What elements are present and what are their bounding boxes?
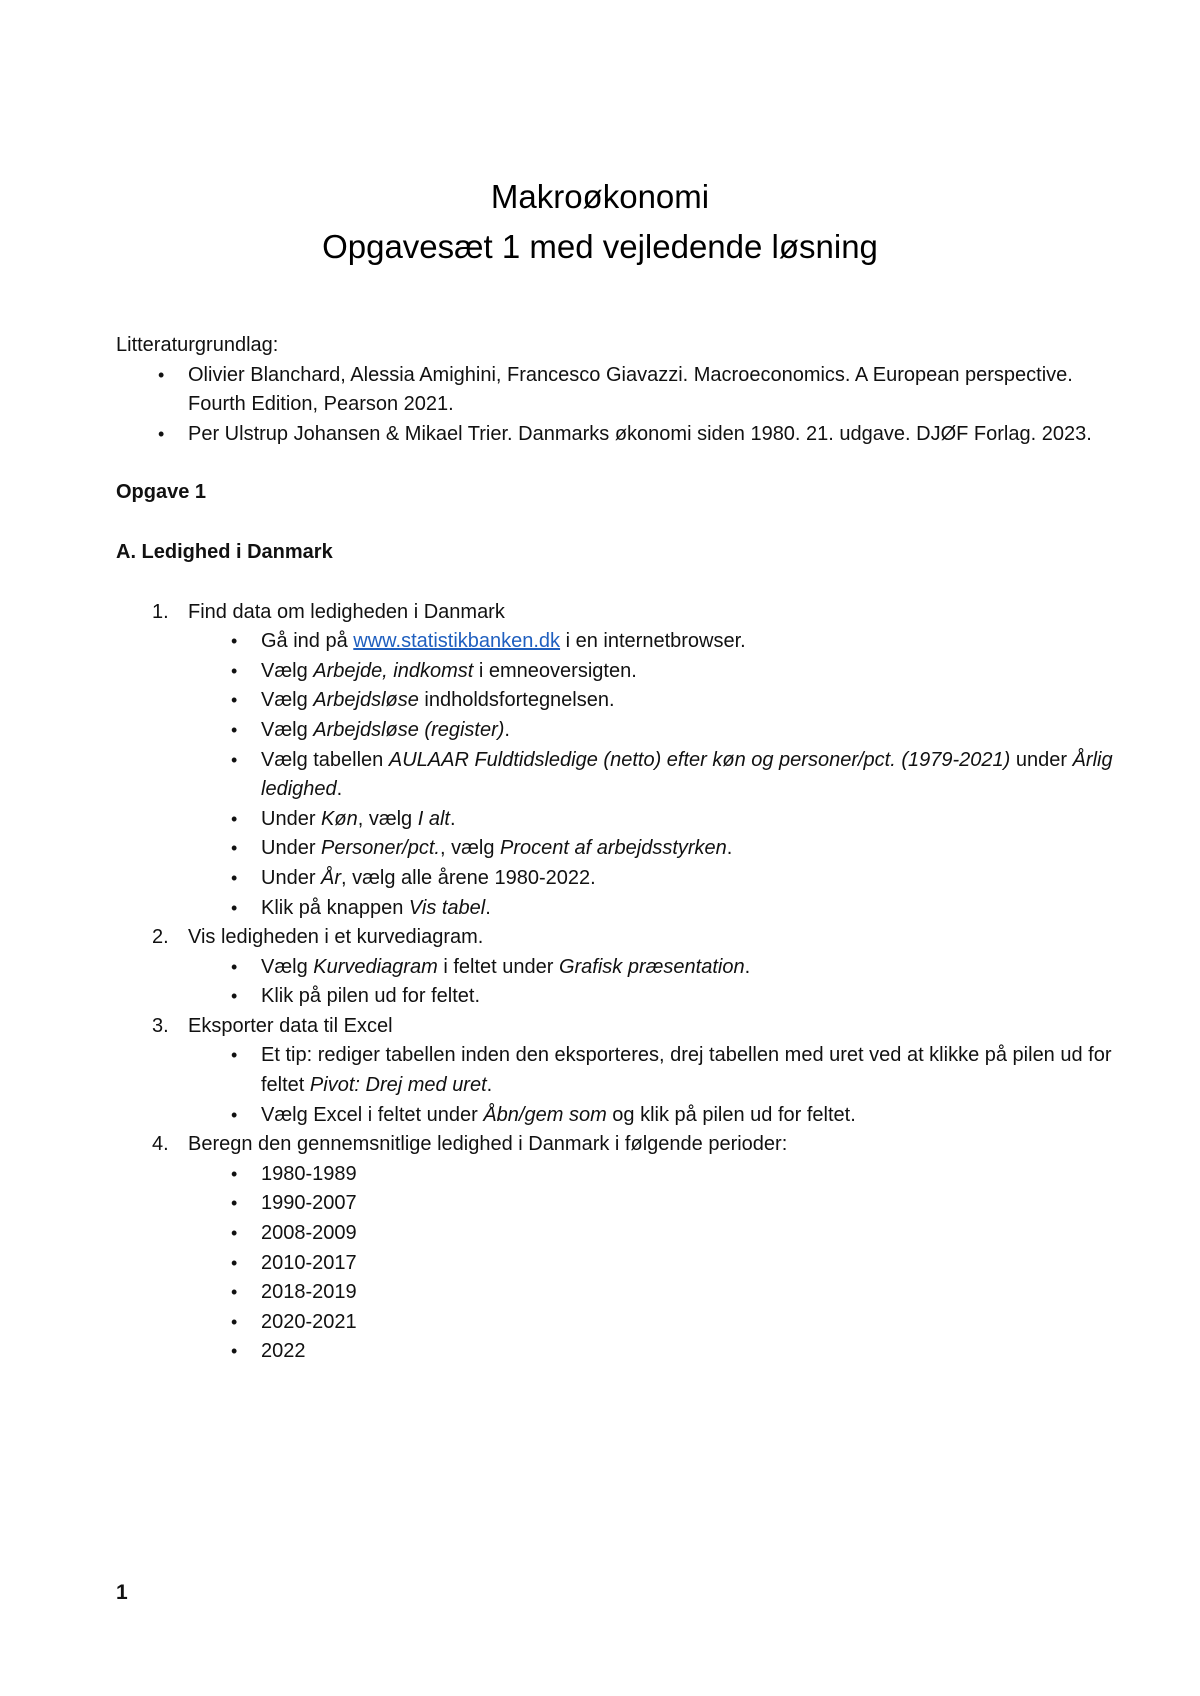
sub-text: Under: [261, 807, 322, 830]
period-text: 2008-2009: [261, 1222, 357, 1245]
bullet-icon: •: [231, 1282, 238, 1303]
sub-text: Klik på pilen ud for feltet.: [261, 985, 481, 1008]
bullet-icon: •: [231, 1252, 238, 1273]
sub-text: , vælg: [439, 837, 501, 860]
sub-item: [231, 627, 1116, 657]
sub-item: [231, 1101, 1116, 1131]
bullet-icon: •: [231, 1045, 238, 1066]
sub-italic: Arbejdsløse (register): [313, 718, 505, 741]
sub-italic: År: [321, 866, 342, 889]
sub-text: Vælg: [261, 955, 314, 978]
sub-italic: Grafisk præsentation: [558, 955, 745, 978]
sub-text: Vælg: [261, 659, 314, 682]
literature-label: Litteraturgrundlag:: [116, 334, 279, 356]
period-item: [231, 1189, 1116, 1219]
sub-text: indholdsfortegnelsen.: [418, 689, 615, 712]
bullet-icon: •: [231, 838, 238, 859]
sub-text: Klik på knappen: [261, 896, 409, 919]
title-line-2: Opgavesæt 1 med vejledende løsning: [322, 228, 878, 265]
sub-list: [188, 1041, 1116, 1130]
sub-item: [231, 894, 1116, 924]
sub-text: under: [1010, 748, 1073, 771]
period-item: [231, 1219, 1116, 1249]
sub-text: .: [726, 837, 733, 860]
sub-text: .: [485, 896, 491, 919]
literature-item: [158, 361, 1116, 420]
bullet-icon: •: [231, 986, 238, 1007]
step-item: [152, 1130, 1116, 1367]
sub-item: [231, 686, 1116, 716]
title-line-1: Makroøkonomi: [490, 178, 710, 215]
bullet-icon: •: [231, 749, 238, 770]
sub-text: .: [504, 718, 510, 741]
sub-text: .: [486, 1074, 493, 1097]
sub-text: i en internetbrowser.: [560, 630, 746, 653]
period-item: [231, 1337, 1116, 1367]
sub-italic: Arbejde, indkomst: [313, 659, 474, 682]
step-item: [152, 923, 1116, 1012]
bullet-icon: •: [158, 364, 165, 385]
sub-text: , vælg alle årene 1980-2022.: [341, 866, 596, 889]
sub-italic: I alt: [417, 807, 450, 830]
step-number: 1.: [152, 600, 169, 623]
bullet-icon: •: [231, 1341, 238, 1362]
step-text: Find data om ledigheden i Danmark: [188, 600, 505, 623]
literature-text: Olivier Blanchard, Alessia Amighini, Francesco Giavazzi. Macroeconomics. A European perspective. Fourth Edition, Pearson 2021.: [188, 363, 1073, 416]
steps-list: [116, 598, 1116, 1367]
sub-italic: AULAAR Fuldtidsledige (netto) efter køn og personer/pct. (1979-2021): [388, 748, 1011, 771]
period-item: [231, 1249, 1116, 1279]
bullet-icon: •: [231, 867, 238, 888]
bullet-icon: •: [231, 1104, 238, 1125]
step-number: 3.: [152, 1014, 169, 1037]
sub-text: Vælg tabellen: [261, 748, 389, 771]
sub-text: , vælg: [357, 807, 418, 830]
sub-text: i emneoversigten.: [473, 659, 637, 682]
sub-italic: Vis tabel: [408, 896, 486, 919]
page-number: 1: [116, 1581, 128, 1604]
sub-text: Gå ind på: [261, 630, 354, 653]
sub-text: .: [336, 778, 343, 801]
sub-text: Under: [261, 866, 322, 889]
sub-item: [231, 982, 1116, 1012]
sub-text: .: [450, 807, 456, 830]
sub-item: [231, 805, 1116, 835]
bullet-icon: •: [231, 897, 238, 918]
sub-text: Vælg: [261, 689, 314, 712]
sub-item: [231, 834, 1116, 864]
bullet-icon: •: [231, 808, 238, 829]
sub-text: Vælg Excel i feltet under: [261, 1103, 484, 1126]
period-list: [188, 1160, 1116, 1367]
literature-item: [158, 420, 1116, 450]
sub-text: Et tip: rediger tabellen inden den eksporteres, drej tabellen med uret ved at klikke på pilen ud for feltet: [261, 1044, 1112, 1097]
sub-list: [188, 627, 1116, 923]
step-item: [152, 1012, 1116, 1130]
sub-text: Under: [261, 837, 322, 860]
sub-italic: Personer/pct.: [321, 837, 440, 860]
period-item: [231, 1308, 1116, 1338]
period-text: 1990-2007: [261, 1192, 357, 1215]
bullet-icon: •: [231, 631, 238, 652]
sub-item: [231, 953, 1116, 983]
bullet-icon: •: [231, 690, 238, 711]
sub-item: [231, 716, 1116, 746]
sub-italic: Pivot: Drej med uret: [309, 1074, 487, 1097]
sub-italic: Kurvediagram: [313, 955, 438, 978]
sub-italic: Procent af arbejdsstyrken: [500, 837, 727, 860]
sub-italic: Køn: [321, 807, 358, 830]
step-text: Beregn den gennemsnitlige ledighed i Danmark i følgende perioder:: [188, 1133, 788, 1156]
bullet-icon: •: [231, 956, 238, 977]
step-text: Eksporter data til Excel: [188, 1014, 393, 1037]
sub-item: [231, 746, 1116, 805]
literature-text: Per Ulstrup Johansen & Mikael Trier. Danmarks økonomi siden 1980. 21. udgave. DJØF Forlag. 2023.: [188, 422, 1092, 445]
sub-italic: Åbn/gem som: [483, 1103, 607, 1126]
document-body: [116, 331, 1116, 1367]
sub-text: .: [744, 955, 751, 978]
step-number: 4.: [152, 1133, 169, 1156]
statistikbanken-link[interactable]: www.statistikbanken.dk: [353, 630, 561, 653]
period-text: 2022: [261, 1340, 306, 1363]
sub-item: [231, 657, 1116, 687]
sub-text: Vælg: [261, 718, 314, 741]
sub-item: [231, 1041, 1116, 1100]
sub-italic: Arbejdsløse: [313, 689, 419, 712]
period-item: [231, 1160, 1116, 1190]
bullet-icon: •: [231, 1163, 238, 1184]
period-text: 2018-2019: [261, 1281, 357, 1304]
bullet-icon: •: [158, 423, 165, 444]
sub-list: [188, 953, 1116, 1012]
sub-item: [231, 864, 1116, 894]
bullet-icon: •: [231, 1311, 238, 1332]
period-item: [231, 1278, 1116, 1308]
sub-text: i feltet under: [437, 955, 559, 978]
section-heading: A. Ledighed i Danmark: [116, 540, 333, 563]
step-item: [152, 598, 1116, 924]
literature-list: [116, 361, 1116, 450]
bullet-icon: •: [231, 1223, 238, 1244]
period-text: 2010-2017: [261, 1251, 357, 1274]
sub-text: og klik på pilen ud for feltet.: [606, 1103, 856, 1126]
bullet-icon: •: [231, 1193, 238, 1214]
exercise-heading: Opgave 1: [116, 481, 207, 504]
period-text: 2020-2021: [261, 1310, 357, 1333]
bullet-icon: •: [231, 719, 238, 740]
step-text: Vis ledigheden i et kurvediagram.: [188, 926, 484, 949]
period-text: 1980-1989: [261, 1162, 357, 1185]
step-number: 2.: [152, 926, 169, 949]
sub-italic: Årlig ledighed: [261, 748, 1113, 801]
bullet-icon: •: [231, 660, 238, 681]
document-title: [0, 172, 1200, 272]
